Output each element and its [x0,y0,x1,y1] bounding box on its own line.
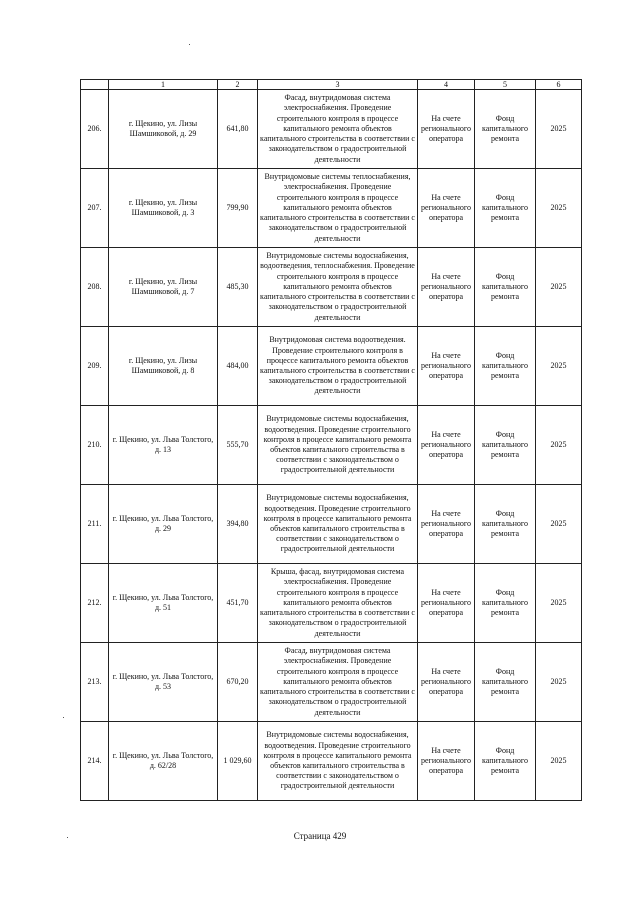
year-cell: 2025 [536,643,582,722]
works-cell: Внутридомовые системы водоснабжения, водоотведения. Проведение строительного контроля в процессе капитального ремонта объектов капитального строительства в соответствии с законодательством о градостроительной деятельности [258,485,418,564]
column-number-row [81,80,582,90]
area-cell: 670,20 [218,643,258,722]
funding-source-cell: Фонд капитального ремонта [475,248,536,327]
account-cell: На счете регионального оператора [418,485,475,564]
row-number: 211. [81,485,109,564]
account-cell: На счете регионального оператора [418,722,475,801]
account-cell: На счете регионального оператора [418,169,475,248]
works-cell: Внутридомовые системы водоснабжения, водоотведения. Проведение строительного контроля в процессе капитального ремонта объектов капитального строительства в соответствии с законодательством о градостроительной деятельности [258,722,418,801]
address-cell: г. Щекино, ул. Льва Толстого, д. 53 [109,643,218,722]
table-row [81,406,582,485]
row-number: 214. [81,722,109,801]
address-cell: г. Щекино, ул. Лизы Шамшиковой, д. 29 [109,90,218,169]
year-cell: 2025 [536,722,582,801]
column-header: 4 [418,80,475,90]
table-row [81,722,582,801]
account-cell: На счете регионального оператора [418,248,475,327]
account-cell: На счете регионального оператора [418,406,475,485]
table-row [81,327,582,406]
address-cell: г. Щекино, ул. Льва Толстого, д. 51 [109,564,218,643]
column-header: 1 [109,80,218,90]
area-cell: 394,80 [218,485,258,564]
row-number: 212. [81,564,109,643]
account-cell: На счете регионального оператора [418,564,475,643]
scan-speck [189,44,190,45]
scan-speck [63,717,64,718]
funding-source-cell: Фонд капитального ремонта [475,169,536,248]
year-cell: 2025 [536,406,582,485]
scan-speck [67,837,68,838]
works-cell: Крыша, фасад, внутридомовая система электроснабжения. Проведение строительного контроля в процессе капитального ремонта объектов капитального строительства в соответствии с законодательством о градостроительной деятельности [258,564,418,643]
area-cell: 451,70 [218,564,258,643]
area-cell: 484,00 [218,327,258,406]
table-row [81,169,582,248]
year-cell: 2025 [536,90,582,169]
year-cell: 2025 [536,564,582,643]
area-cell: 485,30 [218,248,258,327]
address-cell: г. Щекино, ул. Лизы Шамшиковой, д. 7 [109,248,218,327]
account-cell: На счете регионального оператора [418,643,475,722]
year-cell: 2025 [536,169,582,248]
column-header: 2 [218,80,258,90]
funding-source-cell: Фонд капитального ремонта [475,564,536,643]
account-cell: На счете регионального оператора [418,327,475,406]
row-number: 207. [81,169,109,248]
area-cell: 1 029,60 [218,722,258,801]
column-header: 6 [536,80,582,90]
address-cell: г. Щекино, ул. Льва Толстого, д. 29 [109,485,218,564]
works-cell: Внутридомовые системы водоснабжения, водоотведения. Проведение строительного контроля в процессе капитального ремонта объектов капитального строительства в соответствии с законодательством о градостроительной деятельности [258,406,418,485]
funding-source-cell: Фонд капитального ремонта [475,406,536,485]
column-header: 3 [258,80,418,90]
works-cell: Фасад, внутридомовая система электроснабжения. Проведение строительного контроля в процессе капитального ремонта объектов капитального строительства в соответствии с законодательством о градостроительной деятельности [258,90,418,169]
row-number: 208. [81,248,109,327]
address-cell: г. Щекино, ул. Лизы Шамшиковой, д. 8 [109,327,218,406]
column-header [81,80,109,90]
year-cell: 2025 [536,248,582,327]
page-number: Страница 429 [293,831,347,841]
funding-source-cell: Фонд капитального ремонта [475,722,536,801]
row-number: 209. [81,327,109,406]
table-row [81,643,582,722]
works-cell: Внутридомовые системы теплоснабжения, электроснабжения. Проведение строительного контроля в процессе капитального ремонта объектов капитального строительства в соответствии с законодательством о градостроительной деятельности [258,169,418,248]
table-row [81,485,582,564]
area-cell: 641,80 [218,90,258,169]
row-number: 206. [81,90,109,169]
funding-source-cell: Фонд капитального ремонта [475,643,536,722]
account-cell: На счете регионального оператора [418,90,475,169]
table-row [81,90,582,169]
row-number: 213. [81,643,109,722]
year-cell: 2025 [536,327,582,406]
address-cell: г. Щекино, ул. Льва Толстого, д. 13 [109,406,218,485]
table-row [81,564,582,643]
area-cell: 555,70 [218,406,258,485]
works-cell: Фасад, внутридомовая система электроснабжения. Проведение строительного контроля в процессе капитального ремонта объектов капитального строительства в соответствии с законодательством о градостроительной деятельности [258,643,418,722]
repair-schedule-table [80,79,582,801]
funding-source-cell: Фонд капитального ремонта [475,90,536,169]
works-cell: Внутридомовая система водоотведения. Проведение строительного контроля в процессе капитального ремонта объектов капитального строительства в соответствии с законодательством о градостроительной деятельности [258,327,418,406]
row-number: 210. [81,406,109,485]
funding-source-cell: Фонд капитального ремонта [475,485,536,564]
funding-source-cell: Фонд капитального ремонта [475,327,536,406]
address-cell: г. Щекино, ул. Лизы Шамшиковой, д. 3 [109,169,218,248]
address-cell: г. Щекино, ул. Льва Толстого, д. 62/28 [109,722,218,801]
area-cell: 799,90 [218,169,258,248]
table-row [81,248,582,327]
column-header: 5 [475,80,536,90]
year-cell: 2025 [536,485,582,564]
works-cell: Внутридомовые системы водоснабжения, водоотведения, теплоснабжения. Проведение строительного контроля в процессе капитального ремонта объектов капитального строительства в соответствии с законодательством о градостроительной деятельности [258,248,418,327]
